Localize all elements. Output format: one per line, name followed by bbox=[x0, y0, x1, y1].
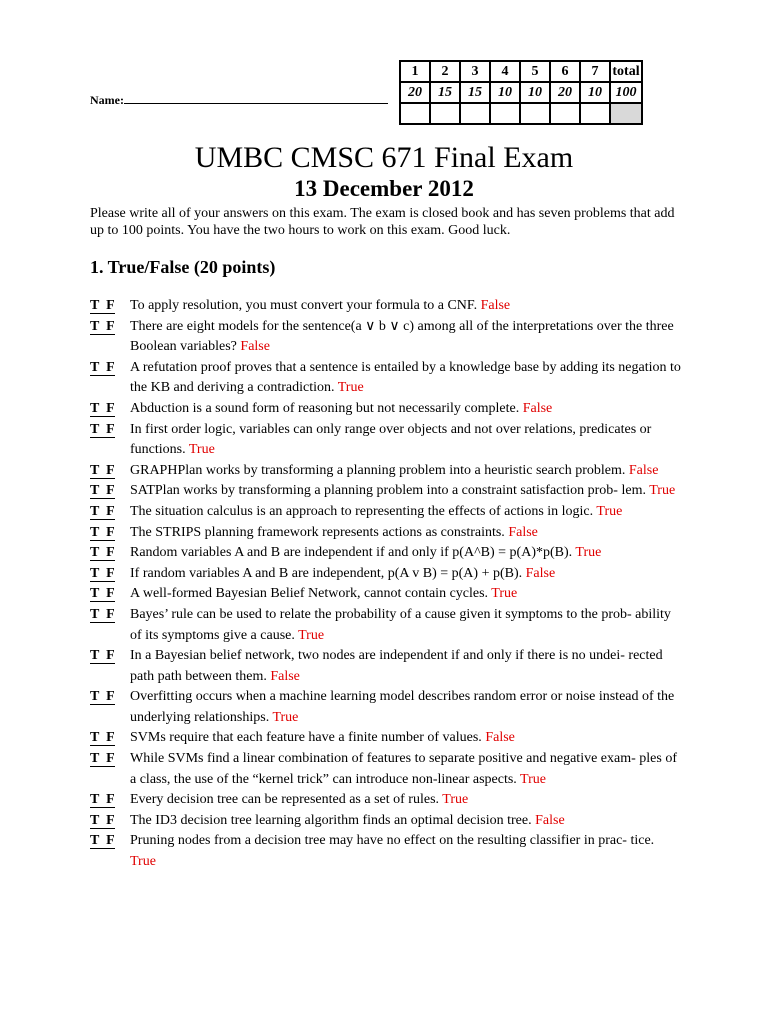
problem-number: 1 bbox=[400, 61, 430, 82]
question-text: There are eight models for the sentence(a ∨ b ∨ c) among all of the interpretations over the three Boolean variables? bbox=[130, 318, 674, 355]
question-text-block bbox=[130, 461, 682, 482]
true-false-choice[interactable] bbox=[90, 317, 130, 358]
true-false-choice[interactable] bbox=[90, 749, 130, 790]
points-row bbox=[400, 82, 642, 103]
true-false-choice[interactable] bbox=[90, 420, 130, 461]
question-text-block bbox=[130, 543, 682, 564]
question-answer: False bbox=[508, 524, 538, 540]
true-false-choice[interactable] bbox=[90, 728, 130, 749]
question-text-block bbox=[130, 687, 682, 728]
question-answer: False bbox=[535, 812, 565, 828]
question-answer: False bbox=[240, 339, 270, 355]
problem-points: 10 bbox=[490, 82, 520, 103]
true-false-choice[interactable] bbox=[90, 564, 130, 585]
tf-label[interactable]: T F bbox=[90, 483, 115, 499]
question-item bbox=[90, 420, 682, 461]
question-text-block bbox=[130, 646, 682, 687]
question-text: The ID3 decision tree learning algorithm finds an optimal decision tree. bbox=[130, 812, 532, 828]
question-answer: True bbox=[649, 483, 676, 499]
score-cell[interactable] bbox=[550, 103, 580, 124]
question-text-block bbox=[130, 749, 682, 790]
question-text-block bbox=[130, 523, 682, 544]
problem-points: 20 bbox=[550, 82, 580, 103]
problem-number: 2 bbox=[430, 61, 460, 82]
tf-label[interactable]: T F bbox=[90, 751, 115, 767]
question-answer: True bbox=[491, 586, 518, 602]
tf-label[interactable]: T F bbox=[90, 792, 115, 808]
question-text-block bbox=[130, 399, 682, 420]
question-text-block bbox=[130, 358, 682, 399]
question-item bbox=[90, 728, 682, 749]
question-answer: True bbox=[337, 380, 364, 396]
score-cell[interactable] bbox=[490, 103, 520, 124]
tf-label[interactable]: T F bbox=[90, 400, 115, 416]
true-false-choice[interactable] bbox=[90, 502, 130, 523]
true-false-choice[interactable] bbox=[90, 687, 130, 728]
question-text: Bayes’ rule can be used to relate the probability of a cause given it symptoms to the prob- ability of its symptoms give a cause. bbox=[130, 606, 671, 643]
question-answer: True bbox=[596, 503, 623, 519]
score-cell[interactable] bbox=[520, 103, 550, 124]
question-text-block bbox=[130, 481, 682, 502]
true-false-choice[interactable] bbox=[90, 831, 130, 872]
total-points: 100 bbox=[610, 82, 642, 103]
question-text-block bbox=[130, 831, 682, 872]
question-text: Pruning nodes from a decision tree may have no effect on the resulting classifier in prac- tice. bbox=[130, 833, 655, 849]
problem-number: 4 bbox=[490, 61, 520, 82]
question-answer: False bbox=[628, 462, 659, 478]
true-false-choice[interactable] bbox=[90, 811, 130, 832]
total-label: total bbox=[610, 61, 642, 82]
question-text: The situation calculus is an approach to representing the effects of actions in logic. bbox=[130, 503, 594, 519]
question-text: While SVMs find a linear combination of features to separate positive and negative exam- ples of a class, the use of the “kernel trick” can introduce non-linear aspects. bbox=[130, 751, 677, 787]
problem-points: 10 bbox=[520, 82, 550, 103]
true-false-choice[interactable] bbox=[90, 358, 130, 399]
exam-instructions: Please write all of your answers on this exam. The exam is closed book and has seven problems that add up to 100 points. You have the two hours to work on this exam. Good luck. bbox=[90, 206, 675, 238]
section-heading: 1. True/False (20 points) bbox=[90, 257, 276, 277]
problem-points: 20 bbox=[400, 82, 430, 103]
question-text: A refutation proof proves that a sentence is entailed by a knowledge base by adding its negation to the KB and deriving a contradiction. bbox=[130, 359, 681, 396]
question-item bbox=[90, 605, 682, 646]
tf-label[interactable]: T F bbox=[90, 359, 115, 375]
question-text-block bbox=[130, 502, 682, 523]
score-cell[interactable] bbox=[460, 103, 490, 124]
problem-number: 3 bbox=[460, 61, 490, 82]
question-item bbox=[90, 317, 682, 358]
question-text-block bbox=[130, 605, 682, 646]
question-answer: False bbox=[525, 565, 556, 581]
question-text-block bbox=[130, 420, 682, 461]
question-text: In a Bayesian belief network, two nodes are independent if and only if there is no undei- rected path path between them. bbox=[130, 648, 663, 684]
question-answer: True bbox=[272, 709, 299, 725]
tf-label[interactable]: T F bbox=[90, 545, 115, 561]
question-text: A well-formed Bayesian Belief Network, cannot contain cycles. bbox=[130, 586, 489, 602]
question-item bbox=[90, 296, 682, 317]
question-answer: True bbox=[442, 792, 469, 808]
problem-number: 7 bbox=[580, 61, 610, 82]
question-text-block bbox=[130, 564, 682, 585]
tf-label[interactable]: T F bbox=[90, 503, 115, 519]
question-answer: True bbox=[520, 771, 546, 787]
problem-number: 6 bbox=[550, 61, 580, 82]
problem-points: 15 bbox=[460, 82, 490, 103]
tf-label[interactable]: T F bbox=[90, 812, 115, 828]
problem-row bbox=[400, 61, 642, 82]
true-false-choice[interactable] bbox=[90, 584, 130, 605]
question-item bbox=[90, 481, 682, 502]
name-blank[interactable] bbox=[124, 93, 388, 104]
score-cell[interactable] bbox=[430, 103, 460, 124]
true-false-choice[interactable] bbox=[90, 399, 130, 420]
question-text-block bbox=[130, 790, 682, 811]
question-text: SVMs require that each feature have a finite number of values. bbox=[130, 730, 482, 746]
question-text: SATPlan works by transforming a planning problem into a constraint satisfaction prob- lem. bbox=[130, 483, 646, 499]
name-label: Name: bbox=[90, 93, 124, 107]
true-false-choice[interactable] bbox=[90, 461, 130, 482]
tf-label[interactable]: T F bbox=[90, 462, 115, 478]
tf-label[interactable]: T F bbox=[90, 833, 115, 849]
question-item bbox=[90, 399, 682, 420]
true-false-choice[interactable] bbox=[90, 646, 130, 687]
name-field[interactable] bbox=[90, 93, 388, 108]
tf-label[interactable]: T F bbox=[90, 689, 115, 705]
score-row bbox=[400, 103, 642, 124]
question-text-block bbox=[130, 811, 682, 832]
question-answer: False bbox=[480, 298, 511, 313]
score-cell[interactable] bbox=[400, 103, 430, 124]
tf-label[interactable]: T F bbox=[90, 586, 115, 602]
tf-label[interactable]: T F bbox=[90, 606, 115, 622]
question-item bbox=[90, 358, 682, 399]
question-item bbox=[90, 790, 682, 811]
score-cell[interactable] bbox=[580, 103, 610, 124]
tf-label[interactable]: T F bbox=[90, 648, 115, 664]
question-text-block bbox=[130, 584, 682, 605]
question-item bbox=[90, 749, 682, 790]
question-text: Random variables A and B are independent if and only if p(A^B) = p(A)*p(B). bbox=[130, 545, 573, 561]
question-item bbox=[90, 461, 682, 482]
question-item bbox=[90, 811, 682, 832]
question-answer: False bbox=[522, 400, 553, 416]
question-answer: True bbox=[130, 854, 156, 870]
question-answer: True bbox=[188, 442, 215, 458]
question-text: If random variables A and B are independent, p(A v B) = p(A) + p(B). bbox=[130, 565, 523, 581]
true-false-choice[interactable] bbox=[90, 543, 130, 564]
question-answer: False bbox=[270, 668, 300, 684]
true-false-choice[interactable] bbox=[90, 523, 130, 544]
question-item bbox=[90, 646, 682, 687]
score-table bbox=[399, 60, 643, 125]
question-text-block bbox=[130, 728, 682, 749]
exam-date: 13 December 2012 bbox=[294, 176, 474, 201]
question-item bbox=[90, 584, 682, 605]
true-false-choice[interactable] bbox=[90, 296, 130, 317]
true-false-choice[interactable] bbox=[90, 481, 130, 502]
question-answer: True bbox=[575, 545, 602, 561]
tf-label[interactable]: T F bbox=[90, 421, 115, 437]
true-false-choice[interactable] bbox=[90, 605, 130, 646]
problem-points: 15 bbox=[430, 82, 460, 103]
exam-title: UMBC CMSC 671 Final Exam bbox=[194, 141, 574, 174]
problem-points: 10 bbox=[580, 82, 610, 103]
question-text-block bbox=[130, 317, 682, 358]
question-text: Overfitting occurs when a machine learning model describes random error or noise instead of the underlying relationships. bbox=[130, 689, 675, 725]
question-text: Every decision tree can be represented as a set of rules. bbox=[130, 792, 440, 808]
question-text: Abduction is a sound form of reasoning but not necessarily complete. bbox=[130, 400, 520, 416]
tf-label[interactable]: T F bbox=[90, 298, 115, 313]
question-answer: False bbox=[485, 730, 515, 746]
true-false-choice[interactable] bbox=[90, 790, 130, 811]
question-text: The STRIPS planning framework represents actions as constraints. bbox=[130, 524, 505, 540]
question-text: In first order logic, variables can only range over objects and not over relations, predicates or functions. bbox=[130, 421, 652, 458]
question-text: GRAPHPlan works by transforming a planning problem into a heuristic search problem. bbox=[130, 462, 626, 478]
question-item bbox=[90, 543, 682, 564]
question-item bbox=[90, 523, 682, 544]
question-item bbox=[90, 831, 682, 872]
tf-label[interactable]: T F bbox=[90, 524, 115, 540]
question-item bbox=[90, 687, 682, 728]
question-text-block bbox=[130, 296, 682, 317]
question-answer: True bbox=[298, 627, 325, 643]
problem-number: 5 bbox=[520, 61, 550, 82]
question-text: To apply resolution, you must convert your formula to a CNF. bbox=[130, 298, 478, 313]
total-score-cell bbox=[610, 103, 642, 124]
question-item bbox=[90, 564, 682, 585]
question-list bbox=[90, 296, 682, 873]
question-item bbox=[90, 502, 682, 523]
tf-label[interactable]: T F bbox=[90, 318, 115, 334]
tf-label[interactable]: T F bbox=[90, 730, 115, 746]
tf-label[interactable]: T F bbox=[90, 565, 115, 581]
